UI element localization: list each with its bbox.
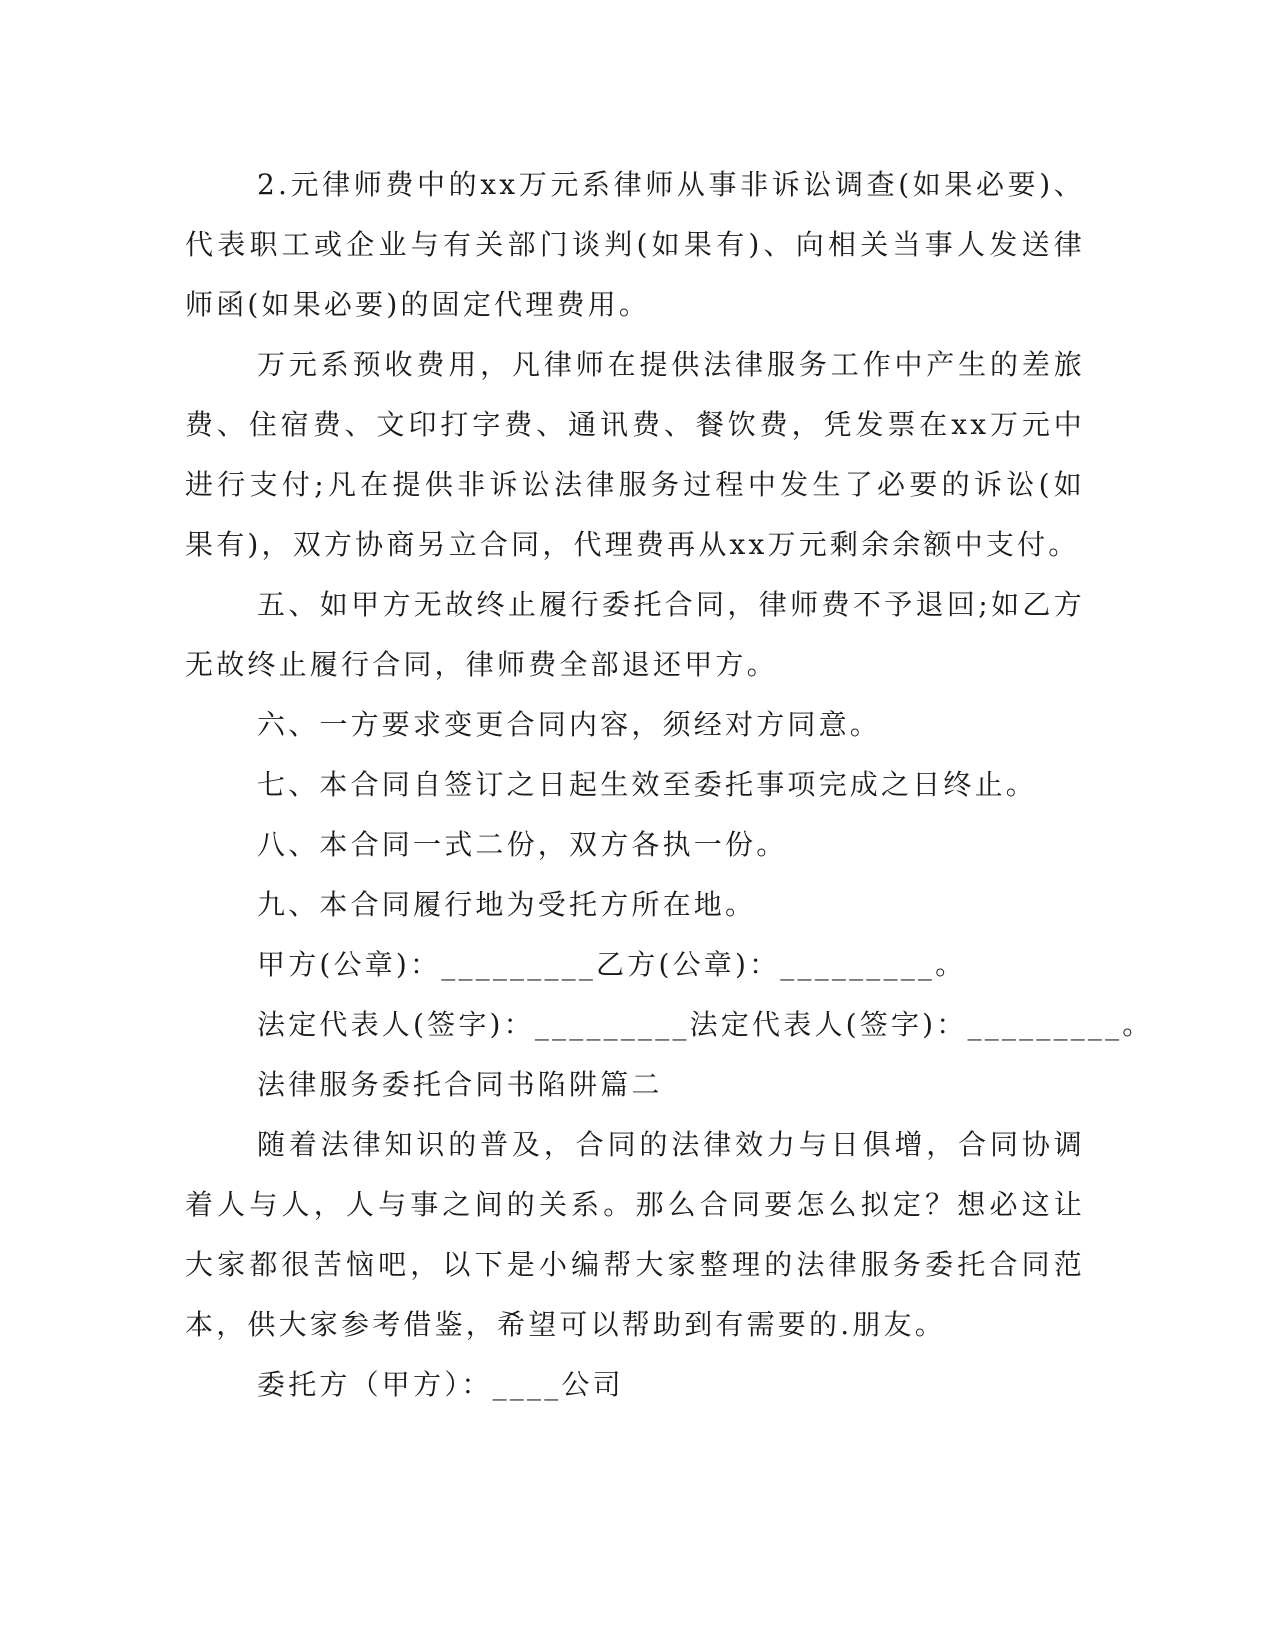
signature-line-representative: 法定代表人(签字)：_________法定代表人(签字)：_________。 — [257, 1008, 1154, 1041]
client-line: 委托方（甲方）：____公司 — [257, 1368, 624, 1401]
paragraph-intro: 随着法律知识的普及，合同的法律效力与日俱增，合同协调着人与人，人与事之间的关系。那么合同要怎么拟定？想必这让大家都很苦恼吧，以下是小编帮大家整理的法律服务委托合同范本，供大家参考借鉴，希望可以帮助到有需要的.朋友。 — [185, 1128, 1085, 1341]
signature-line-seal: 甲方(公章)：_________乙方(公章)：_________。 — [257, 948, 967, 981]
section-title: 法律服务委托合同书陷阱篇二 — [257, 1068, 663, 1101]
clause-nine: 九、本合同履行地为受托方所在地。 — [257, 888, 757, 921]
paragraph-fee-fixed: 2.元律师费中的xx万元系律师从事非诉讼调查(如果必要)、代表职工或企业与有关部门谈判(如果有)、向相关当事人发送律师函(如果必要)的固定代理费用。 — [185, 168, 1085, 321]
clause-seven: 七、本合同自签订之日起生效至委托事项完成之日终止。 — [257, 768, 1038, 801]
clause-six: 六、一方要求变更合同内容，须经对方同意。 — [257, 708, 882, 741]
paragraph-fee-prepaid: 万元系预收费用，凡律师在提供法律服务工作中产生的差旅费、住宿费、文印打字费、通讯费、餐饮费，凭发票在xx万元中进行支付;凡在提供非诉讼法律服务过程中发生了必要的诉讼(如果有)，双方协商另立合同，代理费再从xx万元剩余余额中支付。 — [185, 348, 1085, 561]
clause-eight: 八、本合同一式二份，双方各执一份。 — [257, 828, 788, 861]
paragraph-clause-five: 五、如甲方无故终止履行委托合同，律师费不予退回;如乙方无故终止履行合同，律师费全部退还甲方。 — [185, 588, 1085, 681]
document-page — [185, 155, 1154, 1415]
